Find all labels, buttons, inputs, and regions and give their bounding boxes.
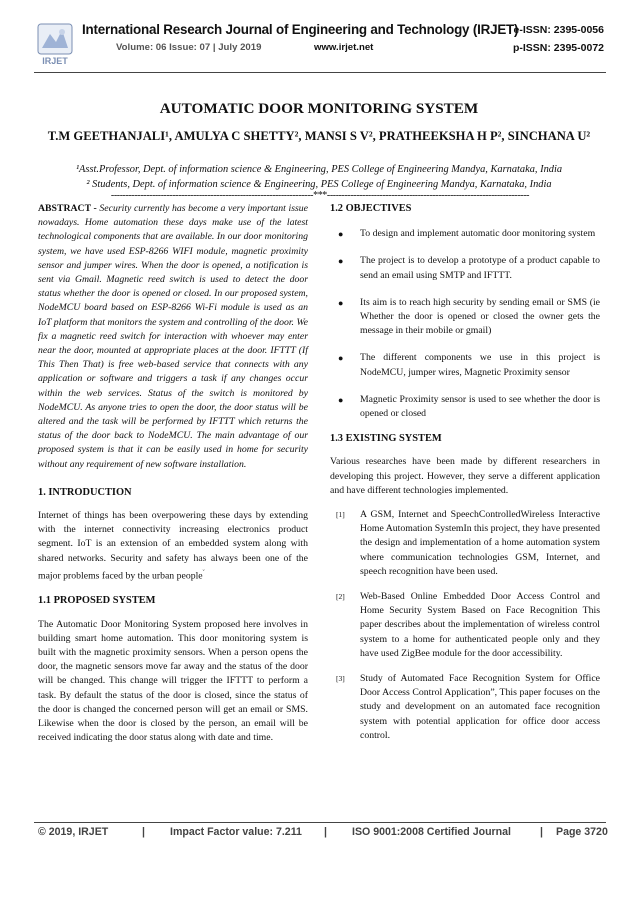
introduction-ref-mark: ˇ: [202, 569, 205, 576]
abstract: [38, 202, 308, 472]
pissn: p-ISSN: 2395-0072: [512, 42, 604, 54]
proposed-system-text: The Automatic Door Monitoring System proposed here involves in building smart home automation. This door monitoring system is built with the magnetic proximity sensors. When a person opens the door, the magnetic sensors move far away and the status of the door will be changed. This change will trigger the IFTTT to perform a task. By default the status of the door is closed, since the status of the door is changed the concerned person will get an email or SMS. Likewise when the door is closed by the person, an email will be received indicating the door status along with date and time.: [38, 618, 308, 744]
affiliation-2: ² Students, Dept. of information science & Engineering, PES College of Engineering Mandya, Karnataka, India: [86, 179, 552, 190]
footer-divider: |: [540, 826, 543, 838]
introduction-heading: 1. INTRODUCTION: [38, 486, 132, 498]
reference-item: [330, 672, 600, 743]
reference-number: [2]: [336, 592, 345, 602]
header-rule: [34, 72, 606, 73]
reference-list: [330, 508, 600, 743]
footer-page-number: Page 3720: [556, 826, 608, 838]
introduction-text: [38, 509, 308, 583]
footer-divider: |: [324, 826, 327, 838]
reference-text: A GSM, Internet and SpeechControlledWireless Interactive Home Automation SystemIn this project, they have presented the design and implementation of a home automation system where communication technologies GSM, Internet, and speech recognition have been used.: [360, 509, 600, 577]
list-item: [330, 351, 600, 379]
bullet-icon: ●: [338, 394, 344, 405]
proposed-system-heading: 1.1 PROPOSED SYSTEM: [38, 595, 156, 607]
footer-rule: [34, 822, 606, 823]
abstract-text: Security currently has become a very important issue nowadays. Home automation these days make use of the latest technological components that are available. In our door monitoring system, we have used ESP-8266 WIFI module, magnetic proximity sensor and jumper wires. When the door is opened, a notification is sent via Gmail. Magnetic reed switch is used to detect the door status whether the door is opened or closed. In our proposed system, NodeMCU board based on ESP-8266 Wi-Fi module is used as an IoT platform that monitors the system and controlling of the door. We fix a magnetic reed switch for interaction with whoever may enter near the door, mounted at appropriate places at the door. IFTTT (If This Then That) is free web-based service that connects with any application or software and triggers a task if any changes occur within the web services. Status of the switch is monitored by NodeMCU. As anyone tries to open the door, the door status will be altered and the task will be performed by IFTTT which returns the status of the door back to NodeMCU. The main advantage of our proposed system is that it can be easily used in home for security without any requirement of new software installation.: [38, 203, 308, 470]
objective-text: The different components we use in this project is NodeMCU, jumper wires, Magnetic Proximity sensor: [360, 352, 600, 378]
irjet-logo: [34, 22, 76, 68]
footer-copyright: © 2019, IRJET: [38, 826, 109, 838]
objectives-list: [330, 227, 600, 421]
bullet-icon: ●: [338, 353, 344, 364]
irjet-logo-graphic: [34, 22, 76, 68]
existing-system-heading: 1.3 EXISTING SYSTEM: [330, 433, 442, 445]
reference-number: [3]: [336, 674, 345, 684]
footer-divider: |: [142, 826, 145, 838]
paper-title: AUTOMATIC DOOR MONITORING SYSTEM: [159, 100, 479, 117]
reference-text: Web-Based Online Embedded Door Access Control and Home Security System Based on Face Recognition This paper describes about the implementation of wireless control system to a home for authenticated people only and they have used ZigBee module for the door accessibility.: [360, 591, 600, 659]
abstract-label: ABSTRACT -: [38, 203, 97, 214]
objective-text: Magnetic Proximity sensor is used to see whether the door is opened or closed: [360, 393, 600, 420]
reference-item: [330, 508, 600, 579]
objective-text: The project is to develop a prototype of a product capable to send an email using SMTP and IFTTT.: [360, 255, 600, 281]
list-item: [330, 227, 600, 241]
bullet-icon: ●: [338, 297, 344, 308]
author-list: T.M GEETHANJALI¹, AMULYA C SHETTY², MANSI S V², PRATHEEKSHA H P², SINCHANA U²: [47, 129, 591, 143]
eissn: e-ISSN: 2395-0056: [513, 24, 604, 36]
logo-text: IRJET: [42, 56, 68, 66]
affiliation-1: ¹Asst.Professor, Dept. of information science & Engineering, PES College of Engineering Mandya, Karnataka, India: [75, 164, 563, 175]
objective-text: To design and implement automatic door monitoring system: [360, 228, 596, 240]
bullet-icon: ●: [338, 229, 344, 240]
journal-title: International Research Journal of Engineering and Technology (IRJET): [82, 22, 519, 37]
reference-number: [1]: [336, 510, 345, 520]
footer-iso: ISO 9001:2008 Certified Journal: [352, 826, 511, 838]
bullet-icon: ●: [338, 256, 344, 267]
footer-impact-factor: Impact Factor value: 7.211: [170, 826, 302, 838]
volume-issue: Volume: 06 Issue: 07 | July 2019: [116, 42, 262, 53]
introduction-body: Internet of things has been overpowering these days by extending with the internet connectivity increasing electronics product segment. IoT is an extension of an embedded system along with shared networks. Security and safety has always been one of the major problems faced by the urban people: [38, 510, 308, 582]
list-item: [330, 393, 600, 421]
existing-system-text: Various researches have been made by different researchers in developing this project. However, they serve a different application and have different technologies implemented.: [330, 456, 600, 496]
left-column: [38, 202, 308, 753]
section-separator: ---------------------------------------------------------------------***---------------------------------------------------------------------: [110, 191, 530, 201]
reference-item: [330, 590, 600, 661]
website-link[interactable]: www.irjet.net: [314, 42, 374, 53]
journal-header: [34, 20, 606, 72]
reference-text: Study of Automated Face Recognition System for Office Door Access Control Application”, This paper focuses on the study and development on an automated face recognition system with potential application for office door access control.: [360, 673, 600, 741]
objectives-heading: 1.2 OBJECTIVES: [330, 203, 412, 214]
objective-text: Its aim is to reach high security by sending email or SMS (ie Whether the door is opened or closed the owner gets the message in their mobile or gmail): [360, 296, 600, 337]
list-item: [330, 254, 600, 282]
right-column: [330, 202, 600, 754]
list-item: [330, 296, 600, 339]
